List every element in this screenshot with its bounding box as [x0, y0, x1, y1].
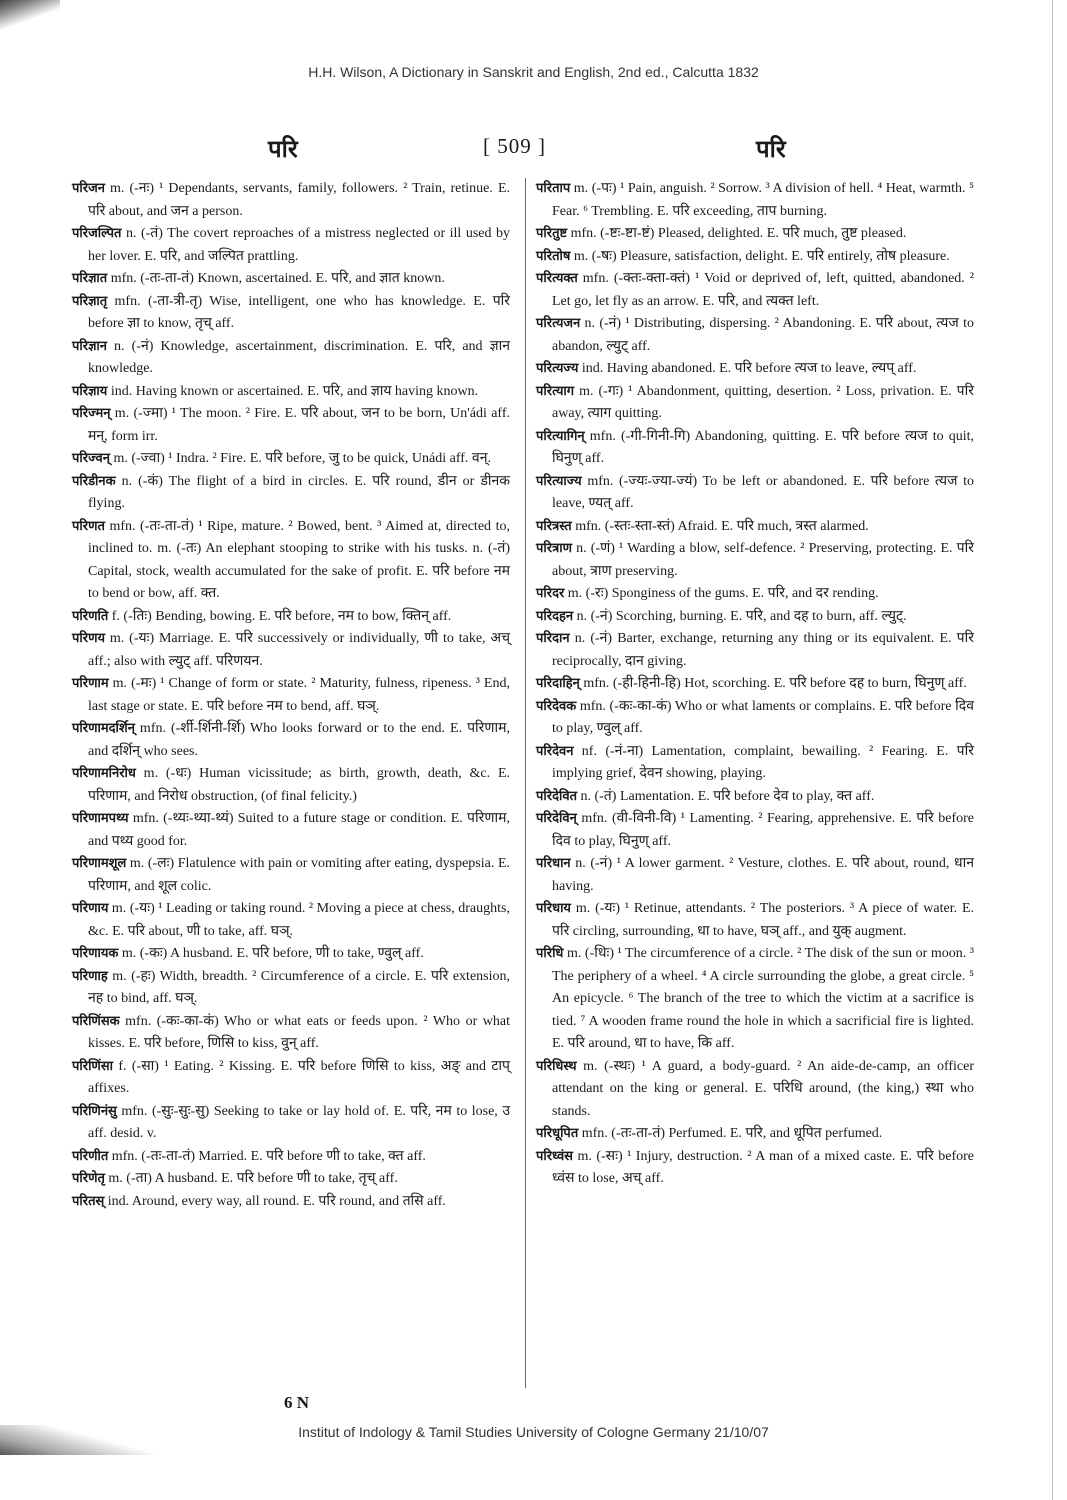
entry-headword: परितस्	[72, 1193, 105, 1209]
entry-definition: nf. (-नं-ना) Lamentation, complaint, bewailing. ² Fearing. E. परि implying grief, देवन showing, playing.	[552, 743, 974, 781]
dictionary-entry	[72, 516, 510, 606]
entry-definition: m. (-हः) Width, breadth. ² Circumference of a circle. E. परि extension, नह to bind, aff. घञ्.	[88, 968, 510, 1006]
entry-headword: परित्यजन	[536, 316, 581, 331]
entry-definition: m. (-गः) ¹ Abandonment, quitting, desertion. ² Loss, privation. E. परि away, त्याग quitting.	[552, 383, 974, 421]
entry-headword: परिज्ञान	[72, 338, 107, 354]
dictionary-entry	[72, 943, 510, 966]
dictionary-entry	[72, 336, 510, 381]
entry-definition: n. (-नं) Barter, exchange, returning any thing or its equivalent. E. परि reciprocally, दान giving.	[552, 631, 974, 669]
entry-definition: n. (-णं) ¹ Warding a blow, self-defence. ² Preserving, protecting. E. परि about, त्राण preserving.	[552, 541, 974, 579]
dictionary-entry	[536, 583, 974, 606]
entry-definition: mfn. (-तः-ता-तं) ¹ Ripe, mature. ² Bowed, bent. ³ Aimed at, directed to, inclined to. m. (-तः) An elephant stooping to strike with his tusks. n. (-तं) Capital, stock, wealth accumulated for the sake of profit. E. परि before नम to bend or bow, aff. क्त.	[88, 518, 510, 601]
entry-definition: m. (-रः) Sponginess of the gums. E. परि, and दर rending.	[564, 586, 879, 601]
entry-headword: परिणामदर्शिन्	[72, 721, 135, 736]
entry-headword: परिधाय	[536, 901, 571, 916]
dictionary-entry	[72, 381, 510, 404]
entry-headword: परिज्ञातृ	[72, 293, 108, 309]
dictionary-entry	[536, 808, 974, 853]
dictionary-entry	[72, 606, 510, 629]
left-guide-word: परि	[268, 135, 298, 163]
entry-definition: n. (-तं) The covert reproaches of a mistress neglected or ill used by her lover. E. परि, and जल्पित prattling.	[88, 226, 510, 264]
entry-headword: परिताप	[536, 181, 571, 196]
dictionary-entry	[536, 538, 974, 583]
dictionary-entry	[536, 516, 974, 539]
dictionary-entry	[72, 291, 510, 336]
signature-mark: 6 N	[284, 1393, 310, 1412]
entry-headword: परित्रस्त	[536, 518, 572, 534]
entry-definition: mfn. (-गी-गिनी-गि) Abandoning, quitting. E. परि before त्यज to quit, घिनुण् aff.	[552, 428, 974, 466]
dictionary-entry	[72, 403, 510, 448]
dictionary-entry	[536, 426, 974, 471]
dictionary-entry	[536, 1123, 974, 1146]
dictionary-entry	[536, 898, 974, 943]
dictionary-entry	[536, 313, 974, 358]
dictionary-entry	[536, 223, 974, 246]
entry-headword: परिज्मन्	[72, 406, 111, 421]
page-number: [ 509 ]	[483, 134, 546, 158]
entry-definition: mfn. (-कः-का-कं) Who or what eats or feeds upon. ² Who or what kisses. E. परि before, णिसि to kiss, वुन् aff.	[88, 1013, 510, 1051]
scan-artifact-top-left	[0, 0, 60, 30]
entry-definition: m. (-ता) A husband. E. परि before णी to take, तृच् aff.	[104, 1171, 398, 1186]
dictionary-entry	[72, 1191, 510, 1214]
entry-headword: परिज्ञाय	[72, 383, 108, 399]
entry-definition: n. (-नं) ¹ A lower garment. ² Vesture, clothes. E. परि about, round, धान having.	[552, 856, 974, 894]
entry-definition: m. (-धिः) ¹ The circumference of a circle. ² The disk of the sun or moon. ³ The periphery of a wheel. ⁴ A circle surrounding the globe, a great circle. ⁵ An epicycle. ⁶ The branch of the tree to which the victim at a sacrifice is tied. ⁷ A wooden frame round the hole in which a sacrificial fire is lighted. E. परि around, धा to have, कि aff.	[552, 946, 974, 1051]
entry-headword: परिणामपथ्य	[72, 811, 129, 826]
entry-definition: n. (-तं) Lamentation. E. परि before देव to play, क्त aff.	[576, 788, 875, 804]
entry-definition: m. (-ज्मा) ¹ The moon. ² Fire. E. परि about, जन to be born, Un'ádi aff. मन्, form irr.	[88, 406, 510, 444]
entry-headword: परिजल्पित	[72, 226, 122, 241]
entry-headword: परिधि	[536, 946, 564, 961]
page-header	[0, 132, 1067, 172]
entry-headword: परिणिनंसु	[72, 1103, 117, 1119]
dictionary-entry	[536, 786, 974, 809]
entry-definition: n. (-कं) The flight of a bird in circles. E. परि round, डीन or डीनक flying.	[88, 473, 510, 511]
entry-definition: mfn. (-तः-ता-तं) Perfumed. E. परि, and धूपित perfumed.	[578, 1126, 883, 1141]
dictionary-entry	[72, 718, 510, 763]
dictionary-entry	[72, 673, 510, 718]
dictionary-entry	[536, 606, 974, 629]
entry-definition: mfn. (-ही-हिनी-हि) Hot, scorching. E. परि before दह to burn, घिनुण् aff.	[579, 676, 967, 691]
dictionary-entry	[72, 223, 510, 268]
entry-definition: mfn. (-क्तः-क्ता-क्तं) ¹ Void or deprived of, left, quitted, abandoned. ² Let go, let fly as an arrow. E. परि, and त्यक्त left.	[552, 271, 974, 309]
entry-headword: परिणाह	[72, 968, 108, 984]
entry-definition: mfn. (-ज्यः-ज्या-ज्यं) To be left or abandoned. E. परि before त्यज to leave, ण्यत् aff.	[552, 473, 974, 511]
entry-headword: परिणाम	[72, 676, 109, 691]
entry-headword: परिदेवित	[536, 788, 577, 804]
entry-headword: परिणिंसक	[72, 1013, 120, 1029]
entry-headword: परित्राण	[536, 541, 573, 556]
entry-headword: परिदेवन	[536, 743, 574, 759]
entry-definition: n. (-नं) Scorching, burning. E. परि, and दह to burn, aff. ल्युट्.	[573, 608, 907, 624]
entry-headword: परिधिस्थ	[536, 1058, 577, 1074]
entry-headword: परितुष्ट	[536, 226, 568, 241]
entry-headword: परिध्वंस	[536, 1148, 573, 1164]
entry-headword: परिणाय	[72, 901, 109, 916]
entry-headword: परिणत	[72, 518, 105, 534]
entry-headword: परिदाहिन्	[536, 676, 580, 691]
dictionary-entry	[536, 696, 974, 741]
dictionary-entry	[72, 628, 510, 673]
dictionary-entry	[72, 853, 510, 898]
entry-definition: m. (-यः) ¹ Leading or taking round. ² Moving a piece at chess, draughts, &c. E. परि about, णी to take, aff. घञ्.	[88, 901, 510, 939]
scan-edge-line	[1052, 0, 1053, 1500]
entry-definition: m. (-नः) ¹ Dependants, servants, family, followers. ² Train, retinue. E. परि about, and जन a person.	[88, 181, 510, 219]
dictionary-entry	[72, 808, 510, 853]
entry-definition: m. (-कः) A husband. E. परि before, णी to take, ण्वुल् aff.	[118, 946, 424, 961]
dictionary-entry	[536, 381, 974, 426]
entry-headword: परिणेतृ	[72, 1171, 105, 1186]
entry-headword: परिदान	[536, 631, 570, 646]
entry-definition: m. (-धः) Human vicissitude; as birth, growth, death, &c. E. परिणाम, and निरोध obstruction, (of final felicity.)	[88, 766, 510, 804]
entry-definition: m. (-यः) Marriage. E. परि successively or individually, णी to take, अच् aff.; also with ल्युट् aff. परिणयन.	[88, 631, 510, 669]
entry-headword: परिणय	[72, 631, 106, 646]
entry-headword: परित्यागिन्	[536, 428, 585, 444]
dictionary-entry	[536, 1056, 974, 1124]
source-citation: H.H. Wilson, A Dictionary in Sanskrit and English, 2nd ed., Calcutta 1832	[308, 64, 759, 80]
entry-headword: परिणायक	[72, 946, 119, 961]
dictionary-entry	[72, 898, 510, 943]
dictionary-entry	[72, 448, 510, 471]
entry-definition: mfn. (-र्शी-र्शिनी-र्शि) Who looks forward or to the end. E. परिणाम, and दर्शिन् who sees.	[88, 721, 510, 759]
dictionary-entry	[536, 741, 974, 786]
dictionary-entry	[72, 966, 510, 1011]
entry-headword: परिज्वन्	[72, 451, 110, 466]
dictionary-entry	[536, 943, 974, 1056]
dictionary-entry	[536, 358, 974, 381]
dictionary-entry	[536, 246, 974, 269]
entry-definition: ind. Around, every way, all round. E. परि round, and तसि aff.	[104, 1193, 446, 1209]
entry-definition: m. (-स्थः) ¹ A guard, a body-guard. ² An aide-de-camp, an officer attendant on the king or general. E. परिधि around, (the king,) स्था who stands.	[552, 1058, 974, 1119]
dictionary-entry	[536, 853, 974, 898]
dictionary-entry	[536, 178, 974, 223]
dictionary-entry	[72, 471, 510, 516]
dictionary-entry	[72, 1146, 510, 1169]
dictionary-entry	[536, 628, 974, 673]
entry-definition: n. (-नं) ¹ Distributing, dispersing. ² Abandoning. E. परि about, त्यज to abandon, ल्युट् aff.	[552, 316, 974, 354]
dictionary-entry	[72, 1011, 510, 1056]
entry-headword: परिणिंसा	[72, 1058, 113, 1074]
entry-definition: f. (-सा) ¹ Eating. ² Kissing. E. परि before णिसि to kiss, अङ् and टाप् affixes.	[88, 1058, 510, 1096]
dictionary-entry	[536, 471, 974, 516]
entry-definition: ind. Having abandoned. E. परि before त्यज to leave, ल्यप् aff.	[578, 361, 917, 376]
entry-headword: परिदेवक	[536, 698, 577, 714]
entry-definition: ind. Having known or ascertained. E. परि, and ज्ञाय having known.	[107, 383, 479, 399]
entry-definition: f. (-तिः) Bending, bowing. E. परि before, नम to bow, क्तिन् aff.	[108, 608, 452, 624]
right-column	[536, 178, 974, 1191]
entry-definition: mfn. (-तः-ता-तं) Married. E. परि before णी to take, क्त aff.	[108, 1148, 426, 1164]
right-guide-word: परि	[756, 135, 786, 163]
entry-headword: परिदर	[536, 586, 565, 601]
entry-headword: परिणति	[72, 608, 109, 624]
entry-headword: परित्याग	[536, 383, 575, 399]
left-column	[72, 178, 510, 1213]
dictionary-entry	[536, 268, 974, 313]
entry-headword: परिदहन	[536, 608, 574, 624]
entry-headword: परिणीत	[72, 1148, 109, 1164]
entry-definition: mfn. (-सुः-सुः-सु) Seeking to take or lay hold of. E. परि, नम to lose, उ aff. desid. v.	[88, 1103, 510, 1141]
entry-headword: परिज्ञात	[72, 271, 108, 286]
entry-definition: mfn. (वी-विनी-वि) ¹ Lamenting. ² Fearing, apprehensive. E. परि before दिव to play, घिनुण् aff.	[552, 811, 974, 849]
entry-headword: परिजन	[72, 181, 105, 196]
entry-definition: m. (-मः) ¹ Change of form or state. ² Maturity, fulness, ripeness. ³ End, last stage or state. E. परि before नम to bend, aff. घञ्.	[88, 676, 510, 714]
entry-definition: mfn. (-कः-का-कं) Who or what laments or complains. E. परि before दिव to play, ण्वुल् aff.	[552, 698, 974, 736]
entry-definition: n. (-नं) Knowledge, ascertainment, discrimination. E. परि, and ज्ञान knowledge.	[88, 338, 510, 376]
entry-headword: परित्यज्य	[536, 361, 579, 376]
dictionary-entry	[72, 1056, 510, 1101]
entry-definition: m. (-यः) ¹ Retinue, attendants. ² The posteriors. ³ A piece of water. E. परि circling, surrounding, धा to have, घञ् aff., and युक् augment.	[552, 901, 974, 939]
entry-headword: परिदेविन्	[536, 811, 577, 826]
entry-definition: m. (-ज्वा) ¹ Indra. ² Fire. E. परि before, जु to be quick, Unádi aff. वन्.	[109, 451, 491, 466]
dictionary-entry	[72, 1101, 510, 1146]
entry-definition: mfn. (-तः-ता-तं) Known, ascertained. E. परि, and ज्ञात known.	[107, 271, 445, 286]
entry-headword: परिधान	[536, 856, 571, 871]
dictionary-entry	[72, 1168, 510, 1191]
dictionary-entry	[72, 268, 510, 291]
entry-definition: mfn. (-थ्यः-थ्या-थ्यं) Suited to a future stage or condition. E. परिणाम, and पथ्य good for.	[88, 811, 510, 849]
dictionary-entry	[536, 673, 974, 696]
entry-headword: परिडीनक	[72, 473, 116, 489]
dictionary-entry	[72, 763, 510, 808]
entry-definition: mfn. (-ता-त्री-तृ) Wise, intelligent, one who has knowledge. E. परि before ज्ञा to know, तृच् aff.	[88, 293, 510, 331]
footer-credit: Institut of Indology & Tamil Studies University of Cologne Germany 21/10/07	[298, 1424, 769, 1440]
entry-headword: परितोष	[536, 248, 571, 264]
dictionary-entry	[72, 178, 510, 223]
entry-headword: परित्यक्त	[536, 271, 578, 286]
entry-definition: m. (-सः) ¹ Injury, destruction. ² A man of a mixed caste. E. परि before ध्वंस to lose, अच् aff.	[552, 1148, 974, 1186]
entry-headword: परित्याज्य	[536, 473, 582, 489]
entry-definition: m. (-पः) ¹ Pain, anguish. ² Sorrow. ³ A division of hell. ⁴ Heat, warmth. ⁵ Fear. ⁶ Trembling. E. परि exceeding, ताप burning.	[552, 181, 974, 219]
entry-definition: mfn. (-स्तः-स्ता-स्तं) Afraid. E. परि much, त्रस्त alarmed.	[571, 518, 869, 534]
entry-definition: m. (-षः) Pleasure, satisfaction, delight. E. परि entirely, तोष pleasure.	[570, 248, 950, 264]
entry-definition: mfn. (-ष्टः-ष्टा-ष्टं) Pleased, delighted. E. परि much, तुष्ट pleased.	[567, 226, 907, 241]
entry-headword: परिणामशूल	[72, 856, 127, 871]
dictionary-entry	[536, 1146, 974, 1191]
entry-definition: m. (-लः) Flatulence with pain or vomiting after eating, dyspepsia. E. परिणाम, and शूल colic.	[88, 856, 510, 894]
entry-headword: परिणामनिरोध	[72, 766, 136, 781]
column-divider	[525, 178, 526, 1388]
entry-headword: परिधूपित	[536, 1126, 579, 1141]
